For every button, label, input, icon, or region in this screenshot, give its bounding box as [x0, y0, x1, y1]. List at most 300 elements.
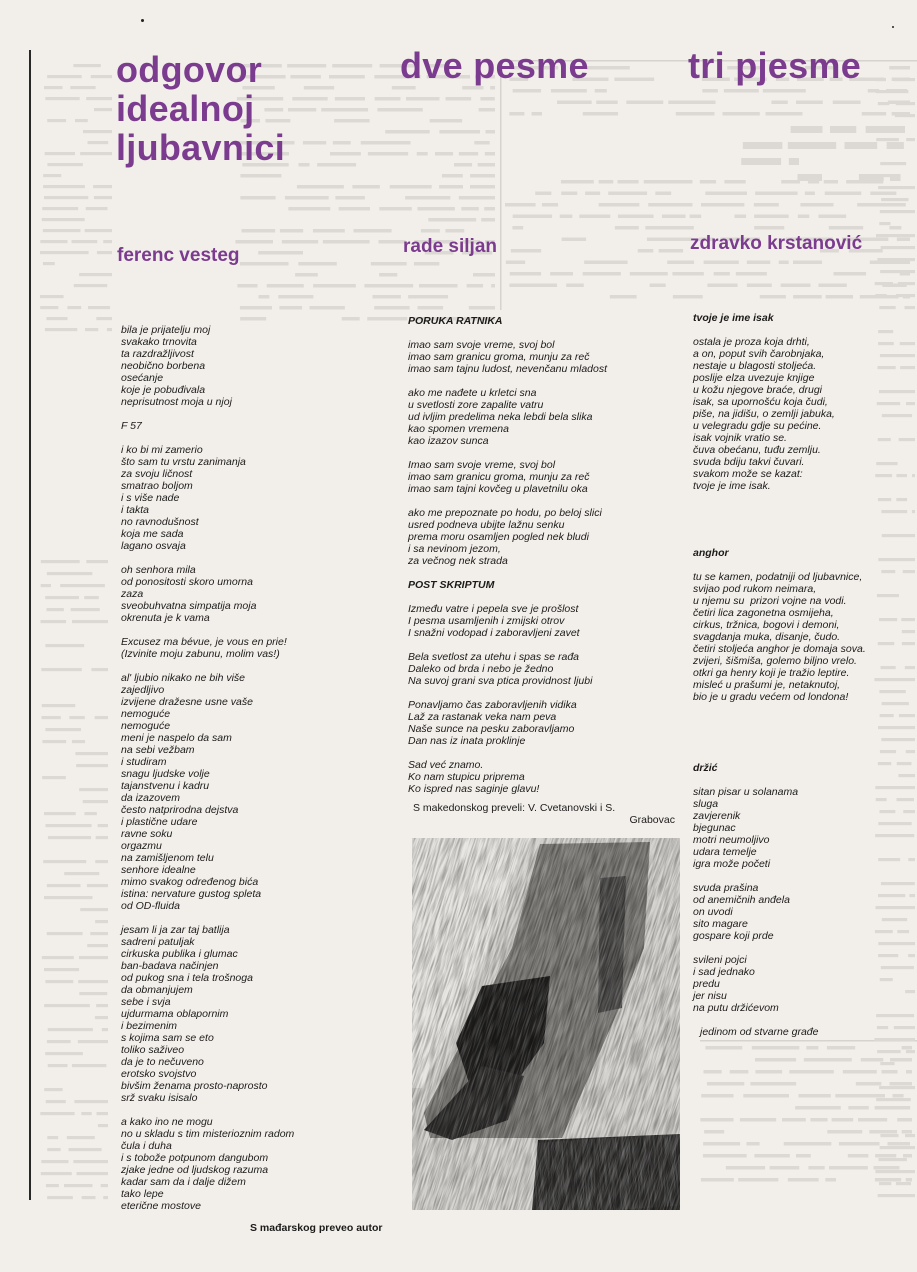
bleed-through-line: [740, 1118, 776, 1122]
bleed-through-line: [80, 152, 112, 155]
bleed-through-line: [417, 152, 428, 156]
bleed-through-line: [419, 284, 458, 288]
bleed-through-line: [878, 174, 896, 177]
bleed-through-line: [78, 980, 108, 983]
bleed-through-line: [532, 112, 543, 116]
bleed-through-line: [47, 884, 81, 887]
page-edge-rule: [29, 50, 31, 1200]
bleed-through-line: [379, 240, 406, 244]
bleed-through-line: [417, 207, 455, 211]
bleed-through-line: [879, 306, 895, 309]
bleed-through-line: [510, 272, 541, 276]
stanza: F 57: [121, 420, 142, 432]
bleed-through-line: [880, 1146, 915, 1149]
bleed-through-line: [735, 215, 747, 219]
bleed-through-line: [47, 163, 83, 166]
print-speck: [892, 26, 894, 28]
bleed-through-line: [800, 203, 833, 207]
bleed-through-line: [480, 97, 494, 101]
bleed-through-line: [595, 89, 607, 93]
bleed-through-line: [103, 240, 112, 243]
bleed-through-line: [754, 203, 779, 207]
bleed-through-line: [906, 1178, 912, 1182]
bleed-through-line: [650, 284, 666, 288]
bleed-through-line: [42, 776, 66, 779]
bleed-through-line: [690, 215, 702, 219]
bleed-through-line: [583, 112, 618, 116]
poem-author: rade siljan: [403, 236, 497, 257]
bleed-through-line: [88, 306, 110, 309]
poem-title-line: ljubavnici: [116, 127, 286, 168]
bleed-through-line: [43, 229, 81, 232]
bleed-through-line: [459, 196, 495, 200]
bleed-through-line: [644, 180, 693, 184]
bleed-through-line: [377, 108, 422, 112]
bleed-through-line: [94, 108, 112, 111]
bleed-through-line: [44, 1004, 90, 1007]
bleed-through-line: [361, 141, 411, 145]
bleed-through-line: [86, 207, 108, 210]
bleed-through-line: [418, 306, 444, 310]
bleed-through-line: [793, 295, 822, 299]
bleed-through-line: [662, 215, 686, 219]
bleed-through-line: [469, 306, 495, 310]
print-speck: [141, 19, 144, 22]
bleed-through-line: [659, 249, 684, 253]
bleed-through-line: [846, 180, 883, 184]
bleed-through-line: [704, 1130, 724, 1134]
bleed-through-line: [902, 1130, 912, 1134]
bleed-through-line: [41, 1160, 68, 1163]
bleed-through-line: [428, 218, 476, 222]
bleed-through-line: [47, 572, 93, 575]
bleed-through-line: [79, 273, 112, 276]
bleed-through-line: [240, 317, 266, 321]
bleed-through-line: [371, 262, 407, 266]
bleed-through-line: [509, 284, 557, 288]
bleed-through-line: [41, 1172, 72, 1175]
bleed-through-line: [566, 284, 584, 288]
stanza: tu se kamen, podatniji od ljubavnice, svijao pod rukom neimara, u njemu su prizori vojne na vodi. četiri lica zagonetna osmijeha, cirkus, tržnica, bogovi i demoni, svagdanja muka, disanje, čudo. četiri stoljeća anghor je domaja sova. zvijeri, šišmiša, golemo biljno vrelo. otkri ga henry koji je tražio leptire. misleć u prašumi je, netaknutoj, bio je u gradu većem od londona!: [693, 571, 866, 703]
bleed-through-line: [367, 317, 407, 321]
bleed-through-line: [430, 119, 463, 123]
bleed-through-line: [861, 1058, 884, 1062]
bleed-through-line: [86, 97, 112, 100]
bleed-through-line: [781, 180, 800, 184]
bleed-through-line: [45, 328, 77, 331]
bleed-through-line: [506, 261, 525, 265]
bleed-through-line: [880, 270, 915, 273]
bleed-through-line: [771, 101, 787, 105]
bleed-through-line: [880, 750, 896, 753]
bleed-through-line: [875, 294, 886, 297]
bleed-through-line: [874, 1166, 900, 1170]
bleed-through-line: [75, 752, 108, 755]
bleed-through-line: [832, 1118, 854, 1122]
bleed-through-line: [330, 152, 361, 156]
bleed-through-line: [405, 196, 450, 200]
bleed-through-line: [875, 282, 893, 285]
bleed-through-line: [796, 101, 823, 105]
bleed-through-line: [726, 1166, 765, 1170]
stanza: bila je prijatelju moj svakako trnovita ta razdražljivost neobično borbena osećanje koje je pobuđivala neprisutnost moja u njoj: [121, 324, 232, 408]
bleed-through-line: [474, 141, 489, 145]
bleed-through-rule: [500, 60, 502, 310]
bleed-through-line: [857, 203, 906, 207]
bleed-through-line: [743, 1094, 789, 1098]
bleed-through-line: [766, 112, 803, 116]
bleed-through-line: [808, 1166, 824, 1170]
bleed-through-line: [789, 158, 799, 165]
bleed-through-line: [830, 126, 856, 133]
stanza: i ko bi mi zamerio što sam tu vrstu zanimanja za svoju ličnost smatrao boljom i s više nade i takta no ravnodušnost koja me sada lagano osvaja: [121, 444, 246, 552]
bleed-through-line: [673, 295, 703, 299]
bleed-through-line: [40, 306, 58, 309]
bleed-through-line: [513, 89, 542, 93]
bleed-through-line: [824, 180, 838, 184]
bleed-through-line: [887, 142, 904, 149]
bleed-through-line: [509, 112, 524, 116]
bleed-through-line: [87, 944, 108, 947]
bleed-through-line: [47, 119, 66, 122]
bleed-through-line: [470, 174, 495, 178]
bleed-through-line: [392, 86, 416, 90]
bleed-through-line: [655, 192, 671, 196]
bleed-through-line: [912, 510, 915, 513]
bleed-through-line: [48, 1064, 68, 1067]
bleed-through-line: [882, 534, 915, 537]
bleed-through-line: [414, 262, 440, 266]
bleed-through-line: [299, 163, 310, 167]
bleed-through-line: [439, 130, 480, 134]
bleed-through-line: [791, 126, 823, 133]
bleed-through-line: [292, 97, 327, 101]
bleed-through-line: [701, 203, 744, 207]
bleed-through-line: [880, 1134, 898, 1137]
bleed-through-line: [259, 295, 270, 299]
bleed-through-line: [875, 1170, 915, 1173]
bleed-through-line: [298, 262, 337, 266]
bleed-through-line: [755, 192, 798, 196]
bleed-through-line: [46, 824, 92, 827]
bleed-through-line: [97, 1112, 109, 1115]
bleed-through-line: [445, 229, 464, 233]
bleed-through-line: [848, 1106, 869, 1110]
bleed-through-line: [561, 192, 577, 196]
stanza: sitan pisar u solanama sluga zavjerenik bjegunac motri neumoljivo udara temelje igra može početi: [693, 786, 799, 870]
bleed-through-line: [43, 185, 85, 188]
bleed-through-line: [905, 306, 916, 309]
bleed-through-line: [648, 203, 692, 207]
bleed-through-line: [614, 78, 654, 82]
bleed-through-line: [45, 97, 79, 100]
bleed-through-line: [479, 108, 495, 112]
bleed-through-line: [505, 203, 536, 207]
bleed-through-line: [880, 210, 915, 213]
bleed-through-line: [667, 261, 694, 265]
bleed-through-line: [71, 608, 100, 611]
bleed-through-line: [707, 1082, 744, 1086]
poem-author: ferenc vesteg: [117, 245, 240, 266]
bleed-through-line: [866, 126, 905, 133]
bleed-through-line: [599, 203, 640, 207]
bleed-through-line: [876, 1098, 911, 1101]
bleed-through-line: [819, 215, 847, 219]
bleed-through-line: [102, 1028, 108, 1031]
bleed-through-line: [485, 152, 495, 156]
bleed-through-line: [47, 608, 64, 611]
bleed-through-line: [42, 956, 74, 959]
bleed-through-line: [95, 716, 108, 719]
bleed-through-line: [561, 180, 594, 184]
stanza: jedinom od stvarne građe: [700, 1026, 819, 1038]
bleed-through-line: [103, 1196, 108, 1199]
bleed-through-line: [354, 229, 392, 233]
bleed-through-line: [747, 284, 772, 288]
bleed-through-line: [481, 218, 495, 222]
bleed-through-line: [446, 97, 472, 101]
bleed-through-line: [408, 295, 448, 299]
bleed-through-line: [47, 1148, 60, 1151]
bleed-through-line: [280, 229, 303, 233]
bleed-through-line: [750, 1082, 796, 1086]
bleed-through-line: [467, 284, 484, 288]
bleed-through-line: [723, 112, 760, 116]
bleed-through-line: [87, 884, 108, 887]
bleed-through-line: [615, 226, 639, 230]
bleed-through-line: [585, 192, 600, 196]
bleed-through-line: [79, 956, 108, 959]
bleed-through-line: [43, 174, 61, 177]
bleed-through-line: [672, 272, 704, 276]
bleed-through-line: [47, 932, 83, 935]
bleed-through-line: [335, 196, 365, 200]
poem-title: tri pjesme: [688, 45, 862, 86]
bleed-through-line: [48, 836, 91, 839]
bleed-through-line: [755, 1058, 796, 1062]
bleed-through-line: [310, 306, 345, 310]
bleed-through-line: [339, 207, 370, 211]
bleed-through-line: [599, 180, 614, 184]
bleed-through-line: [880, 162, 906, 165]
bleed-through-line: [67, 1136, 95, 1139]
bleed-through-line: [297, 185, 344, 189]
bleed-through-line: [618, 215, 654, 219]
bleed-through-line: [70, 86, 95, 89]
bleed-through-line: [491, 284, 495, 288]
bleed-through-line: [94, 196, 112, 199]
bleed-through-line: [760, 295, 786, 299]
bleed-through-line: [798, 215, 810, 219]
bleed-through-line: [42, 207, 78, 210]
bleed-through-line: [562, 238, 587, 242]
bleed-through-line: [83, 130, 112, 133]
bleed-through-line: [86, 560, 108, 563]
bleed-through-line: [835, 1094, 885, 1098]
bleed-through-line: [107, 328, 112, 331]
bleed-through-line: [550, 272, 573, 276]
bleed-through-line: [95, 860, 108, 863]
bleed-through-line: [878, 102, 890, 105]
bleed-through-line: [74, 1100, 108, 1103]
bleed-through-line: [557, 101, 592, 105]
bleed-through-line: [512, 226, 523, 230]
bleed-through-line: [618, 180, 639, 184]
stanza: Excusez ma bévue, je vous en prie! (Izvinite moju zabunu, molim vas!): [121, 636, 287, 660]
bleed-through-line: [490, 86, 495, 90]
bleed-through-line: [40, 251, 89, 254]
bleed-through-line: [741, 158, 781, 165]
bleed-through-line: [839, 1142, 880, 1146]
bleed-through-line: [551, 89, 587, 93]
bleed-through-line: [896, 294, 915, 297]
bleed-through-line: [473, 273, 495, 277]
bleed-through-line: [85, 229, 112, 232]
bleed-through-line: [781, 284, 811, 288]
poem-body: [693, 312, 915, 504]
bleed-through-line: [95, 1016, 108, 1019]
bleed-through-line: [78, 1040, 108, 1043]
bleed-through-line: [898, 282, 915, 285]
bleed-through-line: [736, 272, 767, 276]
bleed-through-line: [101, 1184, 108, 1187]
bleed-through-line: [80, 908, 108, 911]
bleed-through-line: [74, 284, 108, 287]
bleed-through-line: [332, 64, 372, 68]
bleed-through-line: [596, 101, 618, 105]
bleed-through-line: [45, 596, 79, 599]
bleed-through-line: [421, 229, 440, 233]
bleed-through-line: [881, 246, 915, 249]
bleed-through-line: [638, 249, 654, 253]
bleed-through-line: [875, 1106, 911, 1110]
bleed-through-line: [42, 218, 85, 221]
bleed-through-line: [442, 174, 463, 178]
bleed-through-line: [313, 229, 345, 233]
bleed-through-line: [906, 1050, 915, 1053]
bleed-through-line: [240, 196, 275, 200]
bleed-through-line: [876, 90, 909, 93]
bleed-through-line: [897, 238, 910, 242]
bleed-through-line: [45, 980, 73, 983]
illustration-texture: [532, 1133, 680, 1210]
bleed-through-line: [747, 261, 771, 265]
bleed-through-line: [906, 750, 915, 753]
poem-heading: držić: [693, 762, 718, 774]
bleed-through-line: [45, 728, 81, 731]
stanza: a kako ino ne mogu no u skladu s tim misterioznim radom čula i duha i s tobože potpunom dangubom zjake jedne od ljudskog razuma kadar sam da i dalje dižem tako lepe eterične mostove: [121, 1116, 295, 1212]
bleed-through-line: [703, 1154, 747, 1158]
bleed-through-line: [45, 1052, 83, 1055]
bleed-through-line: [848, 1154, 869, 1158]
bleed-through-line: [46, 317, 67, 320]
bleed-through-line: [44, 1088, 62, 1091]
bleed-through-line: [880, 1062, 894, 1065]
bleed-through-line: [43, 860, 86, 863]
bleed-through-line: [703, 1142, 740, 1146]
bleed-through-line: [511, 249, 541, 253]
bleed-through-line: [583, 272, 621, 276]
bleed-through-line: [285, 196, 329, 200]
stanza: ostala je proza koja drhti, a on, poput svih čarobnjaka, nestaje u blagosti stoljeća. poslije elza uvezuje knjige u kožu njegove braće, drugi isak, sa upornošću koja čudi, piše, na jidišu, o zemlji jabuka, u velegradu gdje su pećine. isak vojnik vratio se. čuva obećanu, tuđu zemlju. svuda bdiju takvi čuvari. svakom može se kazat: tvoje je ime isak.: [693, 336, 835, 492]
bleed-through-line: [42, 740, 66, 743]
bleed-through-line: [704, 261, 739, 265]
bleed-through-line: [829, 226, 863, 230]
bleed-through-line: [870, 192, 896, 196]
bleed-through-line: [878, 726, 915, 729]
bleed-through-line: [235, 240, 273, 244]
bleed-through-line: [44, 196, 88, 199]
bleed-through-line: [879, 1158, 907, 1161]
bleed-through-line: [647, 238, 691, 242]
bleed-through-line: [881, 198, 908, 201]
bleed-through-line: [69, 1148, 102, 1151]
poem-body: [693, 547, 915, 715]
translator-note-line: Grabovac: [629, 814, 675, 826]
stanza: Imao sam svoje vreme, svoj bol imao sam granicu groma, munju za reč imao sam tajni kovčeg u plavetnilu oka: [408, 459, 590, 495]
bleed-through-line: [82, 1196, 96, 1199]
bleed-through-line: [877, 258, 915, 261]
bleed-through-line: [881, 738, 915, 741]
bleed-through-line: [43, 262, 55, 265]
bleed-through-line: [788, 142, 836, 149]
bleed-through-line: [41, 620, 67, 623]
bleed-through-line: [535, 192, 551, 196]
bleed-through-line: [304, 86, 334, 90]
bleed-through-line: [47, 1040, 71, 1043]
bleed-through-line: [542, 203, 558, 207]
bleed-through-line: [825, 1178, 836, 1182]
stanza: Bela svetlost za utehu i spas se rađa Daleko od brda i nebo je žedno Na suvoj grani sva ptica providnost ljubi: [408, 651, 593, 687]
bleed-through-line: [897, 1118, 912, 1122]
bleed-through-line: [96, 836, 108, 839]
bleed-through-line: [858, 1118, 887, 1122]
bleed-through-line: [630, 272, 668, 276]
bleed-through-line: [827, 1130, 862, 1134]
bleed-through-line: [668, 101, 715, 105]
bleed-through-line: [335, 97, 365, 101]
poem-body: [121, 324, 336, 1224]
bleed-through-line: [894, 78, 915, 81]
bleed-through-line: [906, 138, 915, 141]
bleed-through-line: [45, 152, 75, 155]
bleed-through-line: [97, 251, 112, 254]
bleed-through-line: [584, 261, 628, 265]
translator-note: [413, 802, 675, 826]
bleed-through-line: [906, 1070, 912, 1074]
bleed-through-line: [303, 141, 326, 145]
bleed-through-line: [876, 78, 886, 81]
bleed-through-line: [374, 306, 409, 310]
bleed-through-line: [44, 86, 63, 89]
bleed-through-line: [72, 740, 85, 743]
bleed-through-line: [833, 101, 861, 105]
bleed-through-line: [48, 1028, 93, 1031]
bleed-through-line: [895, 114, 915, 117]
bleed-through-line: [47, 1196, 73, 1199]
bleed-through-line: [88, 141, 109, 144]
bleed-through-line: [342, 317, 360, 321]
bleed-through-line: [321, 108, 368, 112]
bleed-through-line: [77, 1172, 109, 1175]
bleed-through-line: [755, 1070, 782, 1074]
stanza: Ponavljamo čas zaboravljenih vidika Laž za rastanak veka nam peva Naše sunce na pesku zaboravljamo Dan nas iz inata proklinje: [408, 699, 577, 747]
bleed-through-line: [882, 1070, 898, 1074]
bleed-through-line: [810, 1118, 827, 1122]
bleed-through-line: [323, 240, 370, 244]
bleed-through-line: [84, 812, 97, 815]
bleed-through-line: [799, 1094, 831, 1098]
